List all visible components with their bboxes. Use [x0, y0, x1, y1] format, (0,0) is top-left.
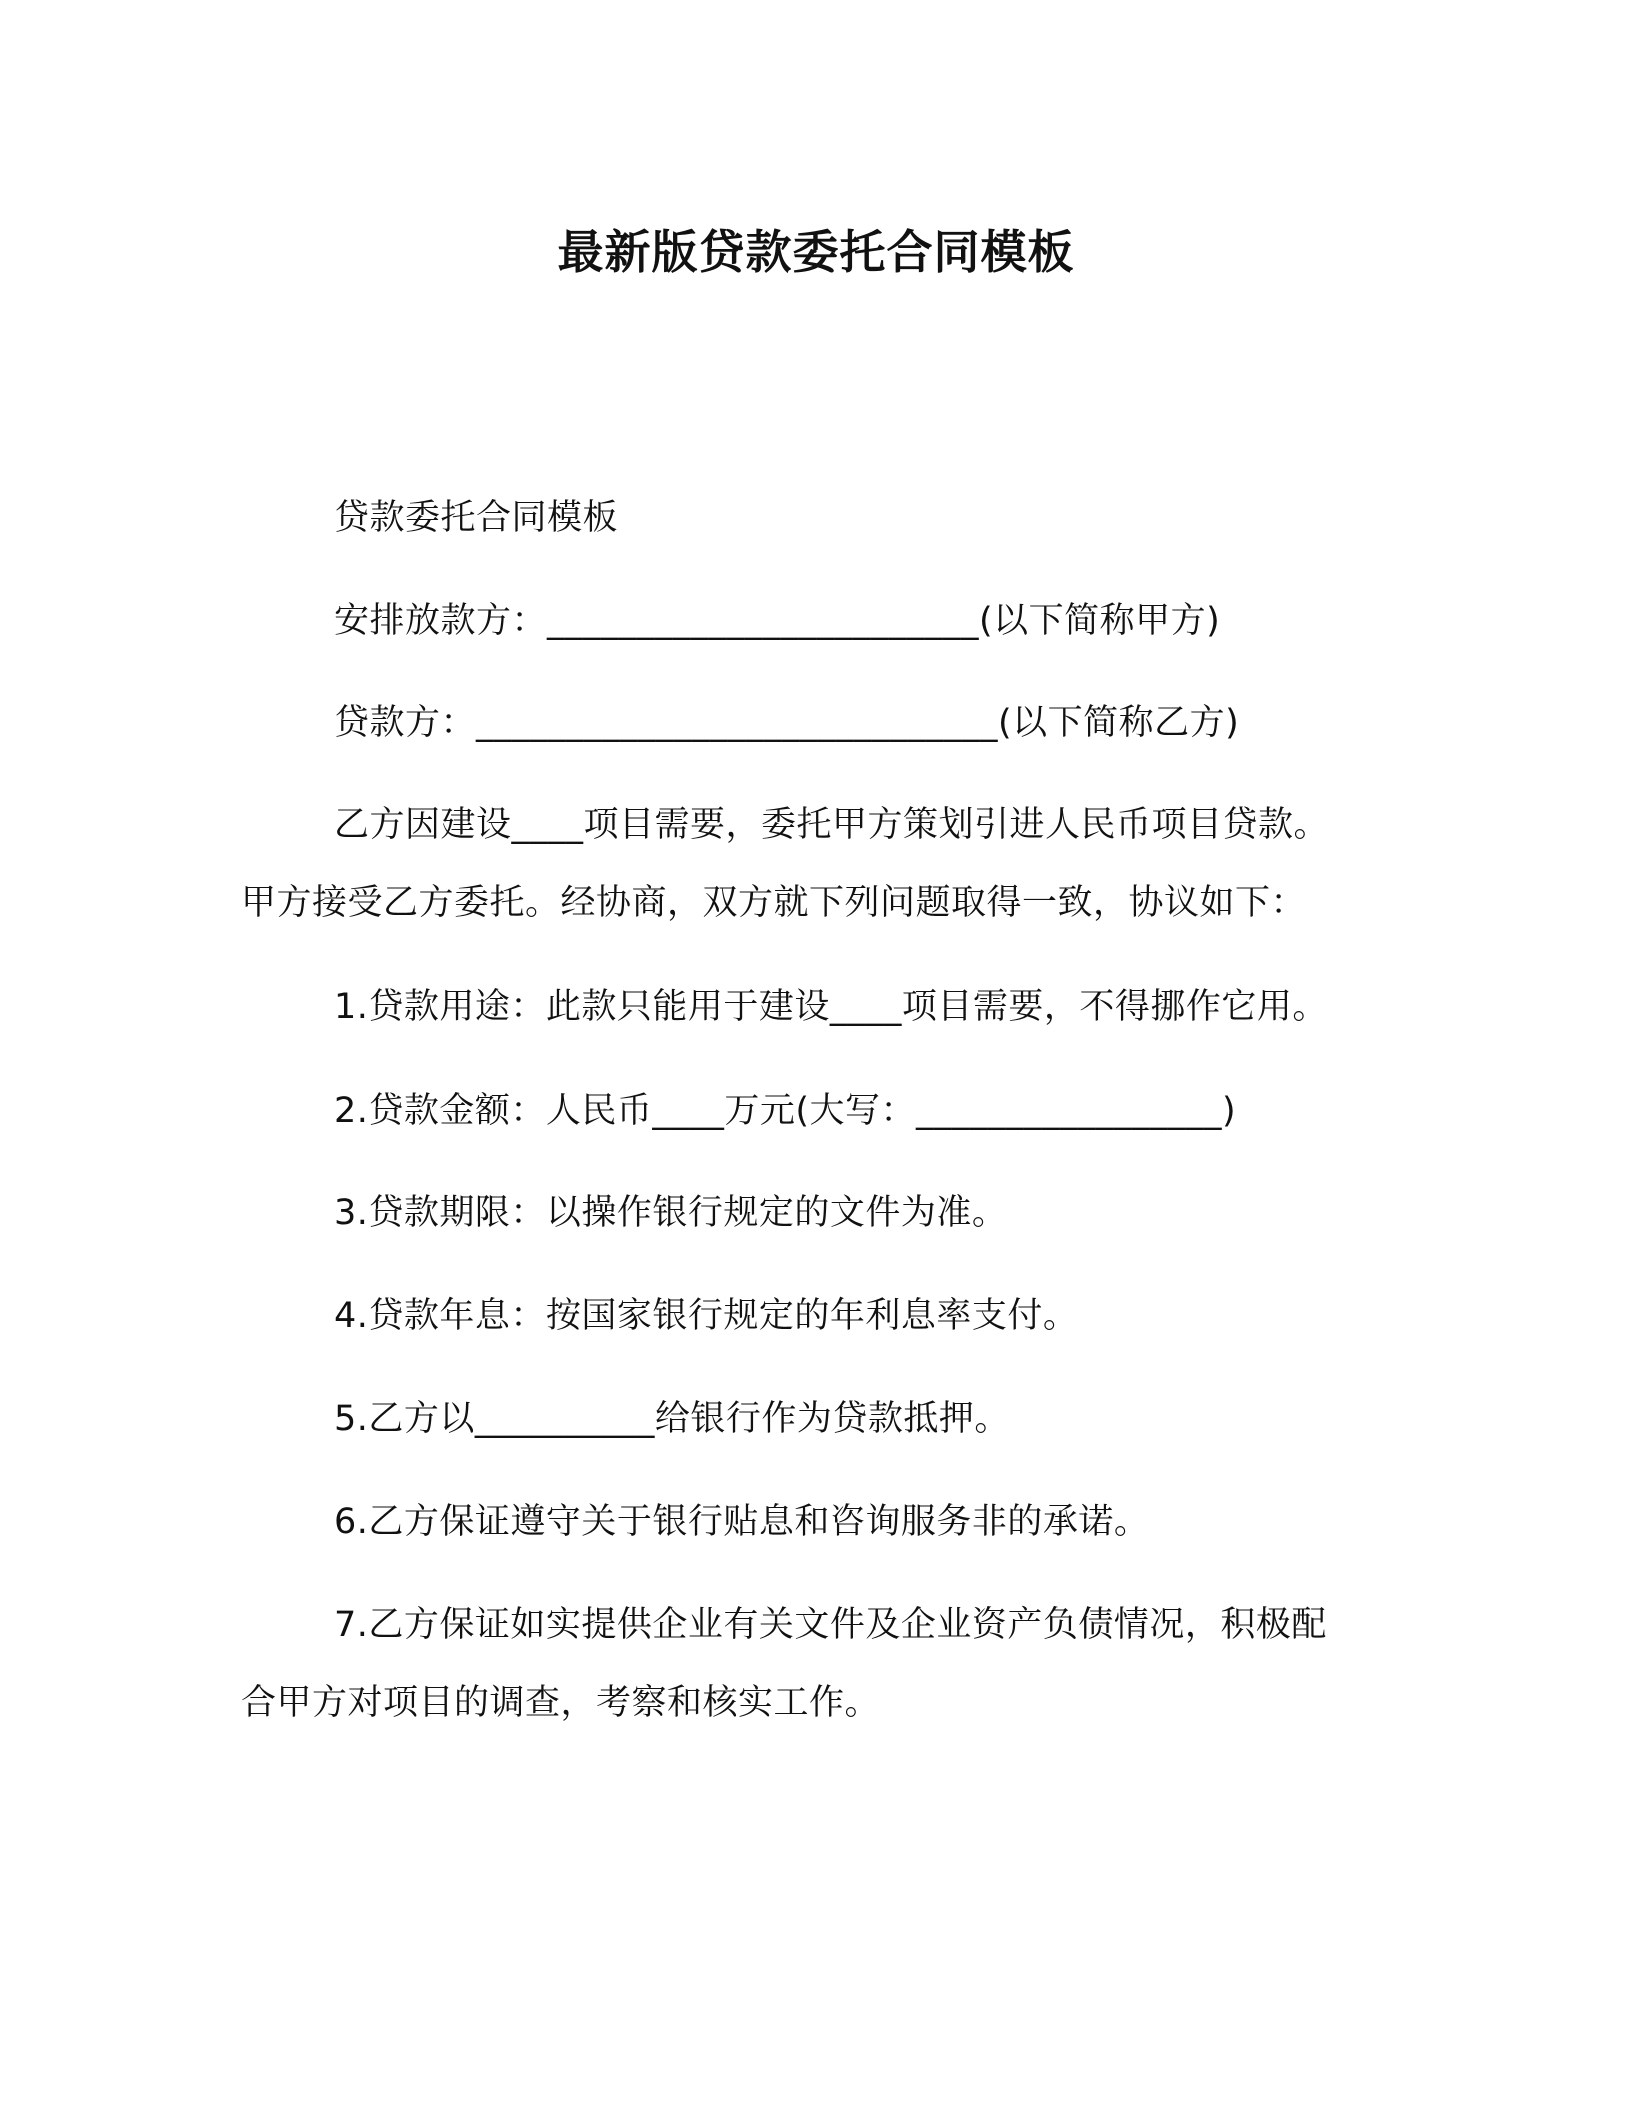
document-title: 最新版贷款委托合同模板: [557, 225, 1075, 279]
party-a-line: 安排放款方：________________________(以下简称甲方): [334, 601, 1221, 641]
clause-5: 5.乙方以__________给银行作为贷款抵押。: [334, 1399, 1010, 1439]
clause-7-line-1: 7.乙方保证如实提供企业有关文件及企业资产负债情况，积极配: [334, 1605, 1327, 1645]
clause-6: 6.乙方保证遵守关于银行贴息和咨询服务非的承诺。: [334, 1502, 1150, 1542]
clause-1: 1.贷款用途：此款只能用于建设____项目需要，不得挪作它用。: [334, 987, 1328, 1027]
document-subtitle: 贷款委托合同模板: [334, 498, 619, 538]
intro-line-2: 甲方接受乙方委托。经协商，双方就下列问题取得一致，协议如下：: [241, 883, 1307, 923]
party-b-line: 贷款方：_____________________________(以下简称乙方): [334, 703, 1240, 743]
clause-7-line-2: 合甲方对项目的调查，考察和核实工作。: [241, 1683, 881, 1723]
intro-line-1: 乙方因建设____项目需要，委托甲方策划引进人民币项目贷款。: [334, 805, 1330, 845]
clause-2: 2.贷款金额：人民币____万元(大写：_________________): [334, 1091, 1237, 1131]
clause-3: 3.贷款期限：以操作银行规定的文件为准。: [334, 1193, 1008, 1233]
clause-4: 4.贷款年息：按国家银行规定的年利息率支付。: [334, 1296, 1079, 1336]
